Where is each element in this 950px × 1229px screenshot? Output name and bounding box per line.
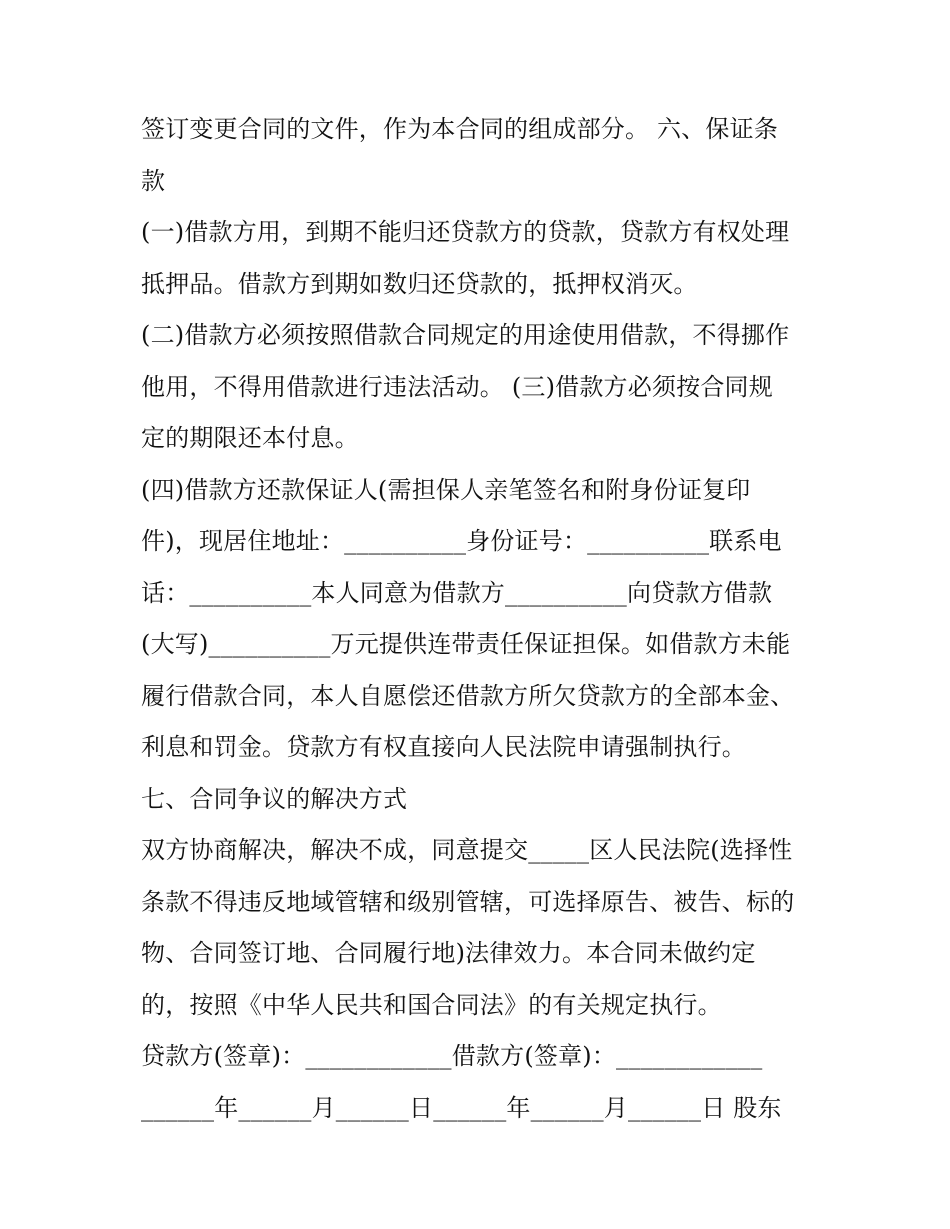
text-line: 签订变更合同的文件，作为本合同的组成部分。 六、保证条 <box>141 115 779 143</box>
text-line: 双方协商解决，解决不成，同意提交_____区人民法院(选择性 <box>141 836 793 864</box>
text-line: (二)借款方必须按照借款合同规定的用途使用借款，不得挪作 <box>141 321 790 349</box>
text-line: 件)，现居住地址：__________身份证号：__________联系电 <box>141 527 782 555</box>
text-line: 物、合同签订地、合同履行地)法律效力。本合同未做约定 <box>141 939 756 967</box>
text-line: (四)借款方还款保证人(需担保人亲笔签名和附身份证复印 <box>141 475 751 504</box>
section-heading: 七、合同争议的解决方式 <box>141 784 408 813</box>
text-line: 履行借款合同，本人自愿偿还借款方所欠贷款方的全部本金、 <box>141 681 795 710</box>
document-body <box>141 104 841 1134</box>
text-line: 话：__________本人同意为借款方__________向贷款方借款 <box>141 578 773 607</box>
text-line: (大写)__________万元提供连带责任保证担保。如借款方未能 <box>141 630 791 658</box>
text-line: 款 <box>141 166 166 195</box>
text-line: 他用，不得用借款进行违法活动。 (三)借款方必须按合同规 <box>141 372 773 401</box>
text-line: (一)借款方用，到期不能归还贷款方的贷款，贷款方有权处理 <box>141 218 790 246</box>
text-line: 抵押品。借款方到期如数归还贷款的，抵押权消灭。 <box>141 269 698 298</box>
signature-line: 贷款方(签章)：____________借款方(签章)：____________ <box>141 1042 763 1070</box>
text-line: 的，按照《中华人民共和国合同法》的有关规定执行。 <box>141 990 722 1019</box>
text-line: 条款不得违反地域管辖和级别管辖，可选择原告、被告、标的 <box>141 887 795 916</box>
text-line: 定的期限还本付息。 <box>141 424 359 452</box>
date-line: ______年______月______日______年______月______日 股东 <box>141 1093 782 1122</box>
text-line: 利息和罚金。贷款方有权直接向人民法院申请强制执行。 <box>141 733 746 761</box>
